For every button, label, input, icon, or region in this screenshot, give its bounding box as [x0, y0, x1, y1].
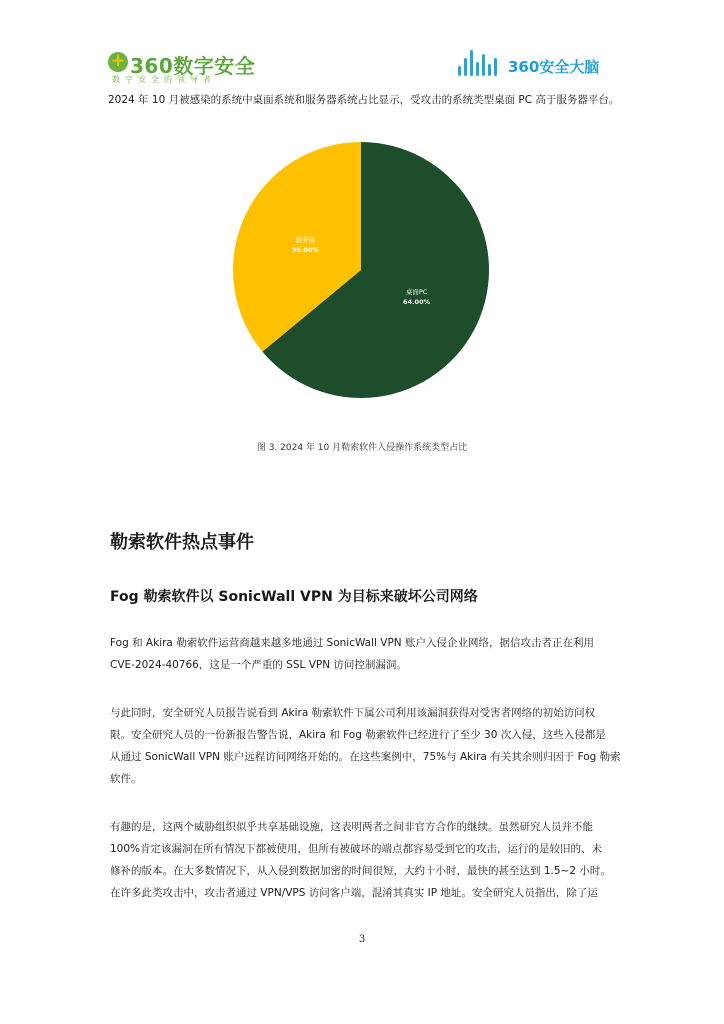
page-number: 3 — [358, 934, 366, 945]
pie-slice-value: 64.00% — [403, 298, 431, 307]
paragraph-line: 修补的版本。在大多数情况下，从入侵到数据加密的时间很短，大约十小时，最快的甚至达到 1.5~2 小时。 — [110, 865, 611, 877]
paragraph-line: 有趣的是，这两个威胁组织似乎共享基础设施，这表明两者之间非官方合作的继续。虽然研究人员并不能 — [110, 821, 593, 833]
os-type-pie-chart — [0, 0, 724, 470]
paragraph-line: 在许多此类攻击中，攻击者通过 VPN/VPS 访问客户端，混淆其真实 IP 地址。安全研究人员指出，除了运 — [110, 887, 598, 899]
intro-text: 2024 年 10 月被感染的系统中桌面系统和服务器系统占比显示，受攻击的系统类型桌面 PC 高于服务器平台。 — [108, 94, 620, 106]
paragraph-1 — [110, 632, 630, 676]
pie-slice-label: 桌面PC — [405, 288, 428, 297]
left-logo-slogan: 数字安全的领导者 — [112, 75, 216, 84]
paragraph-line: 软件。 — [110, 773, 142, 785]
paragraph-line: 与此同时，安全研究人员报告说看到 Akira 勒索软件下属公司利用该漏洞获得对受害者网络的初始访问权 — [110, 707, 596, 719]
section-title: 勒索软件热点事件 — [110, 532, 254, 553]
paragraph-line: 100%肯定该漏洞在所有情况下都被使用，但所有被破坏的端点都容易受到它的攻击，运行的是较旧的、未 — [110, 843, 603, 855]
paragraph-line: Fog 和 Akira 勒索软件运营商越来越多地通过 SonicWall VPN 账户入侵企业网络，据信攻击者正在利用 — [110, 637, 594, 649]
subsection-title: Fog 勒索软件以 SonicWall VPN 为目标来破坏公司网络 — [110, 589, 478, 605]
paragraph-line: 限。安全研究人员的一份新报告警告说，Akira 和 Fog 勒索软件已经进行了至少 30 次入侵，这些入侵都是 — [110, 729, 606, 741]
figure-caption: 图 3. 2024 年 10 月勒索软件入侵操作系统类型占比 — [256, 443, 468, 453]
pie-slice-value: 36.00% — [291, 245, 319, 254]
paragraph-3 — [110, 816, 630, 904]
paragraph-2 — [110, 702, 630, 790]
left-logo-name: 360数字安全 — [130, 54, 256, 78]
paragraph-line: CVE-2024-40766，这是一个严重的 SSL VPN 访问控制漏洞。 — [110, 659, 407, 671]
paragraph-line: 从通过 SonicWall VPN 账户远程访问网络开始的。在这些案例中，75%与 Akira 有关其余则归因于 Fog 勒索 — [110, 751, 621, 763]
pie-slice-label: 服务器 — [295, 235, 316, 244]
right-logo-name: 360安全大脑 — [508, 58, 600, 76]
